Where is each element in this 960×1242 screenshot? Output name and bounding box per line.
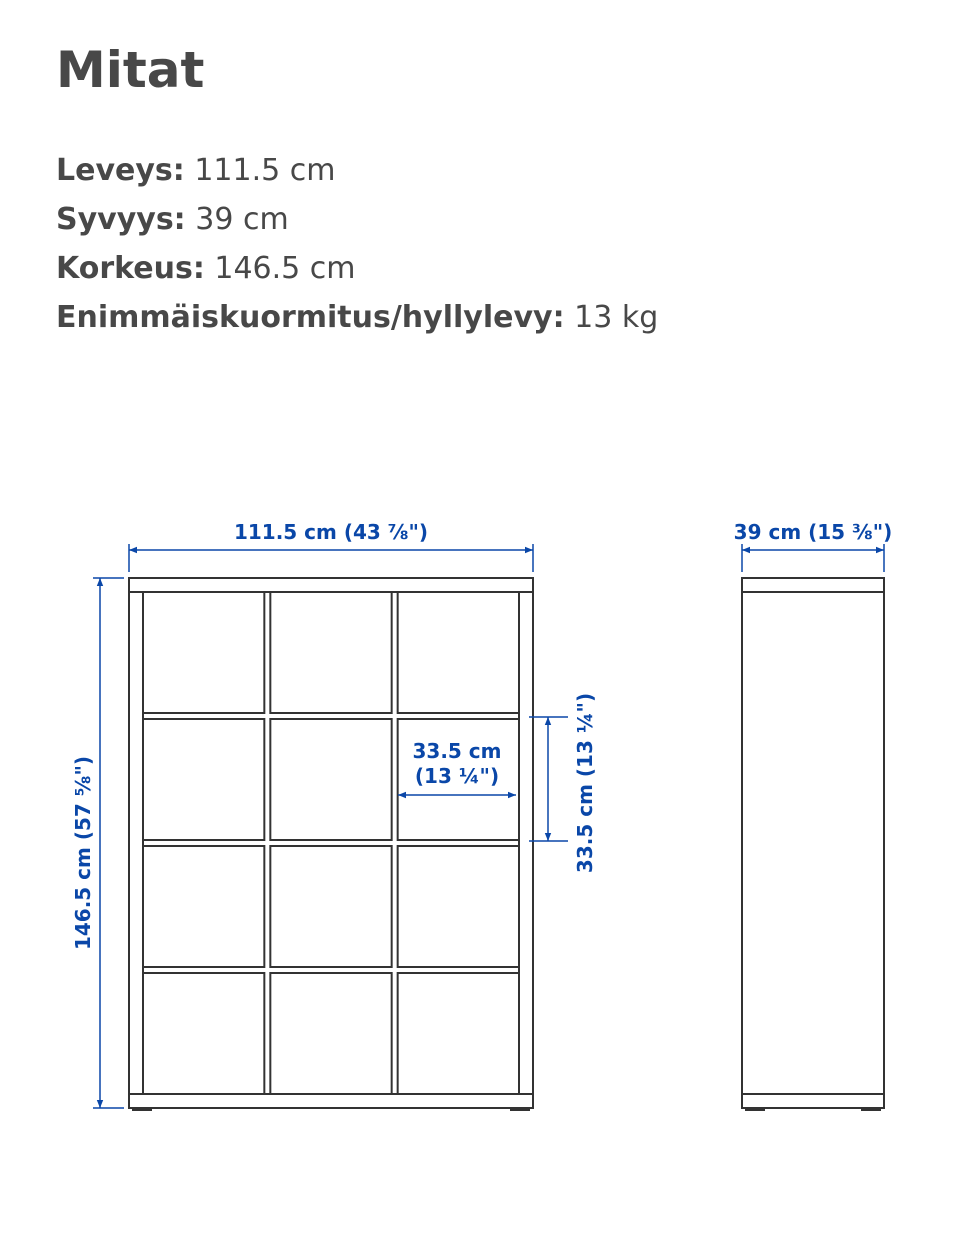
spec-value: 146.5 cm xyxy=(214,251,356,286)
side-body xyxy=(742,592,884,1094)
side-bottom-panel xyxy=(742,1094,884,1108)
spec-label: Korkeus: xyxy=(56,251,205,286)
spec-value: 13 kg xyxy=(574,300,659,335)
front-top-panel xyxy=(129,578,533,592)
front-compartment xyxy=(398,973,519,1094)
front-compartment xyxy=(143,846,264,967)
front-compartment xyxy=(398,846,519,967)
compartment-width-label-line2: (13 ¼") xyxy=(414,764,500,788)
compartment-height-label: 33.5 cm (13 ¼") xyxy=(573,692,597,874)
front-compartment xyxy=(143,719,264,840)
front-compartment xyxy=(270,719,391,840)
side-view xyxy=(742,578,884,1110)
spec-value: 111.5 cm xyxy=(194,153,336,188)
spec-label: Leveys: xyxy=(56,153,185,188)
page-title: Mitat xyxy=(56,41,205,99)
compartment-width-label-line1: 33.5 cm xyxy=(412,739,502,763)
front-left-side xyxy=(129,592,143,1094)
spec-value: 39 cm xyxy=(195,202,289,237)
front-grid xyxy=(143,592,519,1094)
width-label: 111.5 cm (43 ⅞") xyxy=(233,520,429,544)
height-label: 146.5 cm (57 ⅝") xyxy=(71,755,95,951)
front-bottom-panel xyxy=(129,1094,533,1108)
front-right-side xyxy=(519,592,533,1094)
front-compartment xyxy=(143,973,264,1094)
front-compartment xyxy=(270,846,391,967)
spec-label: Enimmäiskuormitus/hyllylevy: xyxy=(56,300,565,335)
dimension-lines xyxy=(93,544,884,1108)
spec-label: Syvyys: xyxy=(56,202,186,237)
front-view xyxy=(129,578,533,1110)
front-compartment xyxy=(270,973,391,1094)
depth-label: 39 cm (15 ⅜") xyxy=(733,520,893,544)
front-compartment xyxy=(270,592,391,713)
side-top-panel xyxy=(742,578,884,592)
front-compartment xyxy=(143,592,264,713)
front-compartment xyxy=(398,592,519,713)
